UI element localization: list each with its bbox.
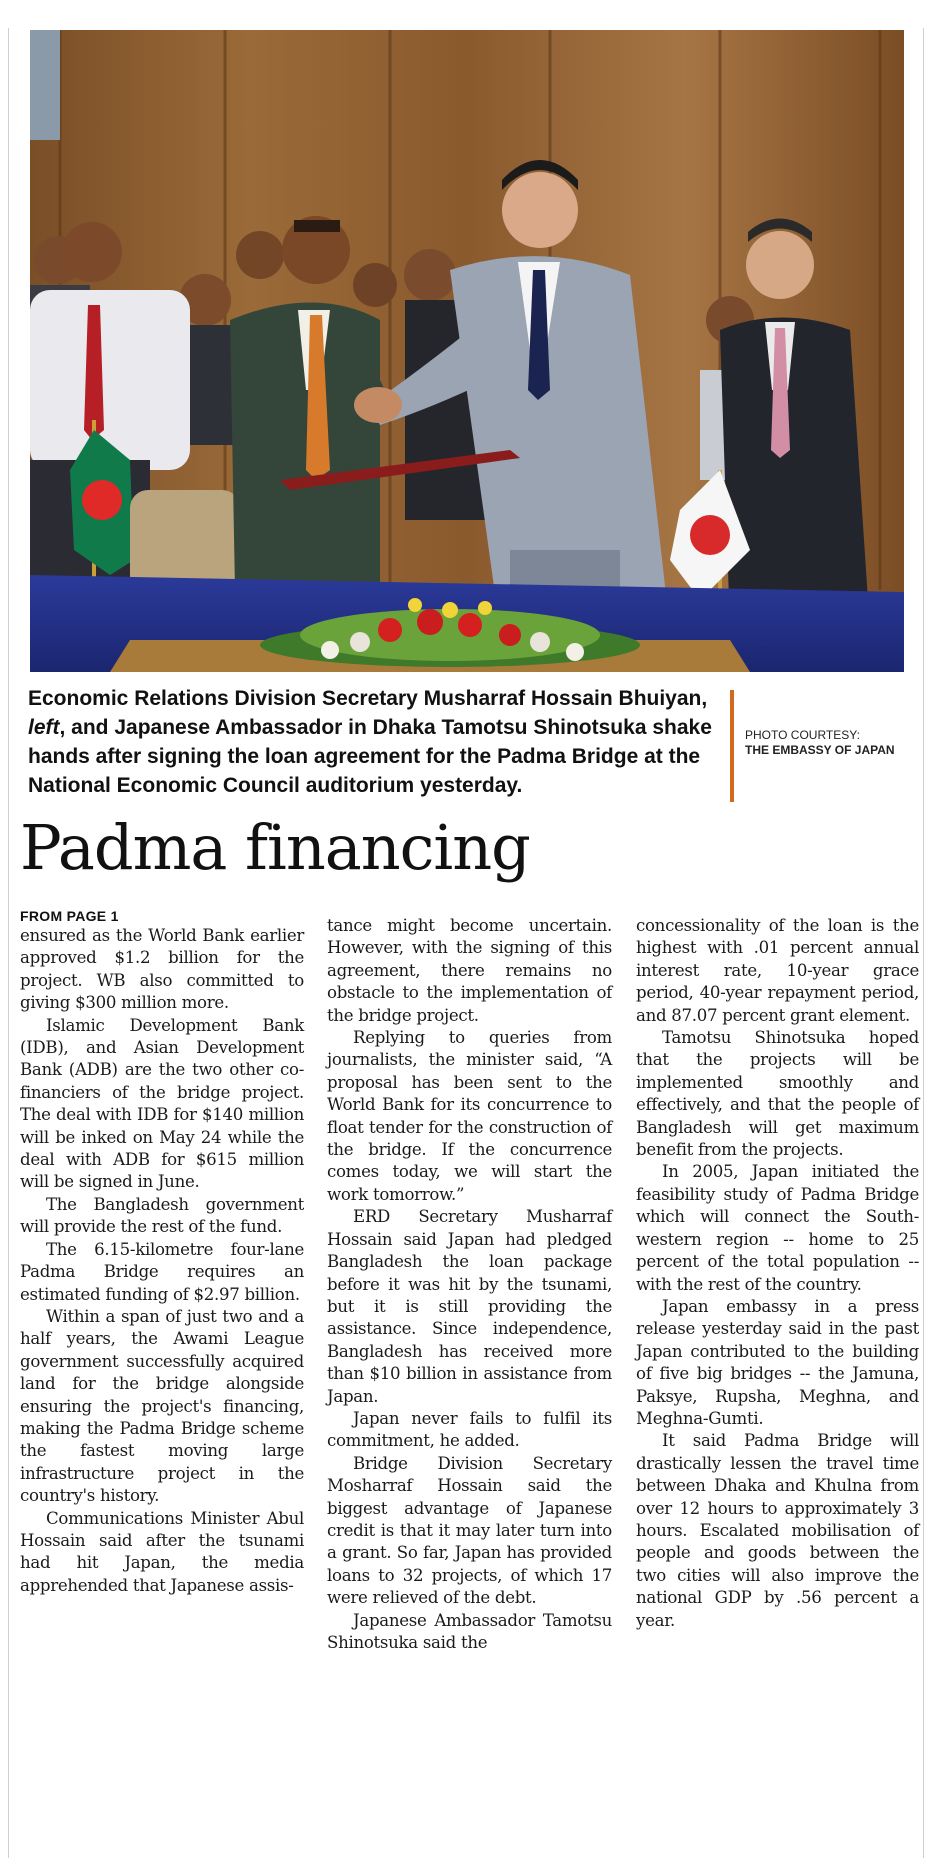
caption-divider bbox=[730, 690, 734, 802]
article-paragraph: Communications Minister Abul Hossain said after the tsunami had hit Japan, the media apprehended that Japanese assis- bbox=[20, 1508, 304, 1595]
article-paragraph: It said Padma Bridge will drastically lessen the travel time between Dhaka and Khulna from over 12 hours to approximately 3 hours. Escalated mobilisation of people and goods between the two cities will also improve the national GDP by .56 percent a year. bbox=[636, 1431, 919, 1630]
article-paragraph: Tamotsu Shinotsuka hoped that the projects will be implemented smoothly and effectively, and that the people of Bangladesh will get maximum benefit from the projects. bbox=[636, 1028, 919, 1160]
photo-illustration bbox=[30, 30, 904, 672]
article-paragraph: Bridge Division Secretary Mosharraf Hossain said the biggest advantage of Japanese credit is that it may later turn into a grant. So far, Japan has provided loans to 32 projects, of which 17 were relieved of the debt. bbox=[327, 1453, 612, 1608]
photo-credit-source: THE EMBASSY OF JAPAN bbox=[745, 743, 895, 757]
article-paragraph: Japanese Ambassador Tamotsu Shinotsuka said the bbox=[327, 1610, 612, 1652]
article-column-1 bbox=[20, 908, 304, 1597]
article-paragraph: Japan embassy in a press release yesterday said in the past Japan contributed to the building of five big bridges -- the Jamuna, Paksye, Rupsha, Meghna, and Meghna-Gumti. bbox=[636, 1296, 919, 1428]
article-paragraph: Japan never fails to fulfil its commitment, he added. bbox=[327, 1408, 612, 1451]
article-headline: Padma financing bbox=[20, 811, 530, 884]
article-paragraph: Replying to queries from journalists, the minister said, “A proposal has been sent to the World Bank for its concurrence to float tender for the construction of the bridge. If the concurrence comes today, we will start the work tomorrow.” bbox=[327, 1028, 612, 1204]
article-paragraph: ERD Secretary Musharraf Hossain said Japan had pledged Bangladesh the loan package before it was hit by the tsunami, but it is still providing the assistance. Since independence, Bangladesh has received more than $10 billion in assistance from Japan. bbox=[327, 1207, 612, 1406]
article-paragraph: Islamic Development Bank (IDB), and Asian Development Bank (ADB) are the two other co-financiers of the bridge project. The deal with IDB for $140 million will be inked on May 24 while the deal with ADB for $615 million will be signed in June. bbox=[20, 1015, 304, 1192]
article-paragraph: The Bangladesh government will provide the rest of the fund. bbox=[20, 1194, 304, 1237]
article-paragraph: tance might become uncertain. However, with the signing of this agreement, there remains no obstacle to the implementation of the bridge project. bbox=[327, 916, 612, 1025]
photo-caption bbox=[28, 684, 730, 800]
news-photo bbox=[30, 30, 904, 672]
article-paragraph: Within a span of just two and a half years, the Awami League government successfully acquired land for the bridge alongside ensuring the project's financing, making the Padma Bridge scheme the fastest moving large infrastructure project in the country's history. bbox=[20, 1306, 304, 1506]
article-paragraph: In 2005, Japan initiated the feasibility study of Padma Bridge which will connect the South-western region -- home to 25 percent of the total population -- with the rest of the country. bbox=[636, 1162, 919, 1294]
article-paragraph: The 6.15-kilometre four-lane Padma Bridge requires an estimated funding of $2.97 billion. bbox=[20, 1239, 304, 1304]
caption-text-1: Economic Relations Division Secretary Musharraf Hossain Bhuiyan, bbox=[28, 687, 708, 710]
article-paragraph: ensured as the World Bank earlier approved $1.2 billion for the project. WB also committed to giving $300 million more. bbox=[20, 926, 304, 1013]
caption-text-2: , and Japanese Ambassador in Dhaka Tamotsu Shinotsuka shake hands after signing the loan agreement for the Padma Bridge at the National Economic Council auditorium yesterday. bbox=[28, 716, 712, 797]
photo-credit bbox=[745, 728, 920, 758]
article-column-2 bbox=[327, 915, 612, 1654]
photo-credit-label: PHOTO COURTESY: bbox=[745, 728, 860, 742]
article-paragraph: concessionality of the loan is the highest with .01 percent annual interest rate, 10-year grace period, 40-year repayment period, and 87.07 percent grant element. bbox=[636, 916, 919, 1025]
caption-emphasis: left bbox=[28, 716, 60, 739]
article-kicker: FROM PAGE 1 bbox=[20, 908, 119, 924]
article-column-3 bbox=[636, 915, 919, 1632]
